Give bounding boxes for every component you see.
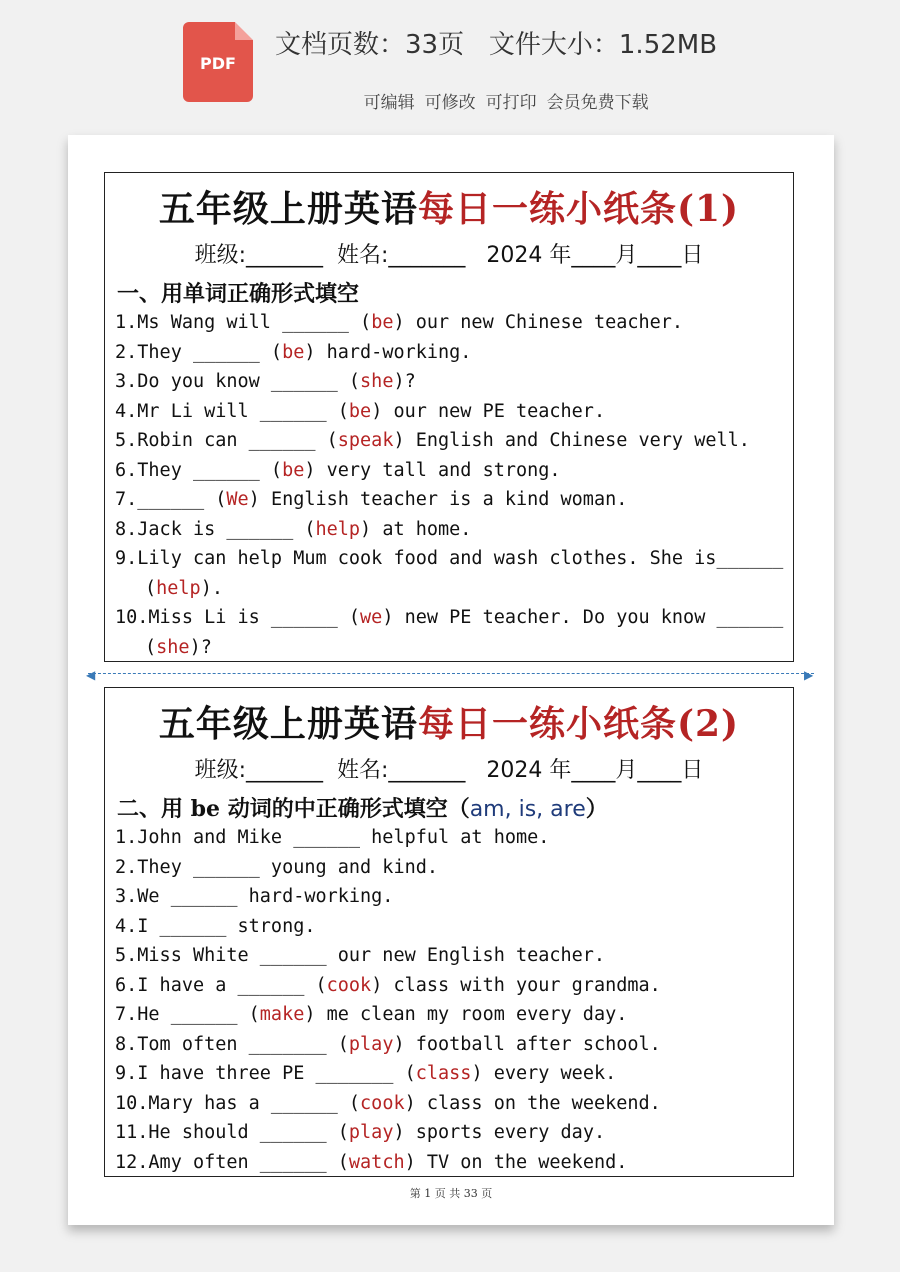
- worksheet-2: [104, 687, 794, 1177]
- question-text: (: [145, 577, 157, 599]
- question-line: [115, 971, 793, 1001]
- section-text: 二、用 be 动词的中正确形式填空（: [117, 796, 470, 822]
- question-line: [115, 456, 793, 486]
- title-red: 每日一练小纸条(2): [417, 703, 740, 745]
- question-hint: cook: [360, 1092, 405, 1114]
- question-hint: play: [348, 1033, 394, 1055]
- question-line: [115, 308, 793, 338]
- question-hint: class: [415, 1063, 472, 1084]
- question-text-end: ) new PE teacher. Do you know ______: [382, 607, 784, 628]
- question-line: [115, 367, 793, 397]
- question-line: [115, 941, 793, 971]
- question-hint: be: [282, 341, 305, 363]
- download-header: [0, 0, 900, 120]
- question-text: (: [145, 636, 157, 658]
- file-size: 文件大小：1.52MB: [488, 30, 718, 60]
- question-text: 8.Jack is ______ (: [115, 518, 316, 540]
- question-line: [115, 1030, 793, 1060]
- page-count: 文档页数：33页: [275, 30, 465, 60]
- arrow-left-icon: ◀: [86, 668, 96, 682]
- question-text-end: ) English teacher is a kind woman.: [248, 489, 628, 510]
- question-text: 4.Mr Li will ______ (: [115, 400, 349, 422]
- title-black: 五年级上册英语: [158, 188, 418, 230]
- feature-modifiable: 可修改: [424, 93, 476, 113]
- question-line: [115, 603, 793, 633]
- question-line: [145, 633, 793, 663]
- question-line: [115, 397, 793, 427]
- question-text: 9.Lily can help Mum cook food and wash clothes. She is______: [115, 548, 784, 569]
- file-meta: [275, 24, 717, 61]
- title-black: 五年级上册英语: [158, 703, 418, 745]
- question-text: 10.Miss Li is ______ (: [115, 607, 361, 628]
- arrow-right-icon: ▶: [804, 668, 814, 682]
- question-text-end: ) every week.: [471, 1063, 617, 1084]
- question-line: [115, 338, 793, 368]
- question-text: 6.They ______ (: [115, 459, 283, 481]
- section-heading: [117, 792, 793, 823]
- question-line: [115, 515, 793, 545]
- question-hint: We: [226, 489, 249, 510]
- question-text-end: ).: [200, 577, 223, 599]
- question-text-end: )?: [189, 636, 212, 658]
- question-text-end: ) me clean my room every day.: [304, 1004, 628, 1025]
- question-text: 6.I have a ______ (: [115, 974, 327, 996]
- question-line: [115, 544, 793, 574]
- question-hint: cook: [326, 974, 372, 996]
- question-text: 2.They ______ young and kind.: [115, 856, 439, 878]
- question-line: [115, 1059, 793, 1089]
- question-text-end: ) class on the weekend.: [404, 1092, 661, 1114]
- question-text-end: ) TV on the weekend.: [404, 1151, 628, 1173]
- question-text-end: ) at home.: [360, 518, 472, 540]
- question-text: 3.Do you know ______ (: [115, 371, 361, 392]
- question-text: 5.Robin can ______ (: [115, 430, 338, 451]
- question-hint: make: [259, 1004, 305, 1025]
- question-text-end: ) very tall and strong.: [304, 459, 561, 481]
- question-hint: she: [156, 636, 190, 658]
- question-list: [105, 308, 793, 662]
- question-line: [115, 1148, 793, 1178]
- question-text: 4.I ______ strong.: [115, 915, 316, 937]
- question-text-end: ) English and Chinese very well.: [393, 430, 750, 451]
- question-text: 5.Miss White ______ our new English teacher.: [115, 945, 606, 966]
- page-footer: 第 1 页 共 33 页: [409, 1187, 493, 1200]
- question-hint: help: [156, 577, 201, 599]
- question-text: 9.I have three PE _______ (: [115, 1063, 416, 1084]
- question-line: [115, 1000, 793, 1030]
- question-line: [115, 912, 793, 942]
- question-hint: she: [360, 371, 394, 392]
- question-hint: play: [348, 1122, 394, 1143]
- section-end: ）: [585, 796, 608, 822]
- question-text-end: ) our new PE teacher.: [371, 400, 606, 422]
- worksheet-1-title: [105, 181, 793, 232]
- question-hint: help: [315, 518, 361, 540]
- question-text: 8.Tom often _______ (: [115, 1033, 349, 1055]
- question-text: 12.Amy often ______ (: [115, 1151, 349, 1173]
- question-text-end: ) class with your grandma.: [371, 974, 661, 996]
- worksheet-2-title: [105, 696, 793, 747]
- question-line: [115, 882, 793, 912]
- feature-list: [342, 68, 659, 133]
- question-hint: we: [360, 607, 383, 628]
- question-hint: be: [371, 312, 394, 333]
- question-text: 7.______ (: [115, 489, 227, 510]
- question-text: 1.Ms Wang will ______ (: [115, 312, 372, 333]
- pdf-icon-label: PDF: [200, 54, 236, 73]
- question-list: [105, 823, 793, 1177]
- question-text-end: ) hard-working.: [304, 341, 472, 363]
- student-info-line: 班级:_______ 姓名:_______ 2024 年____月____日: [194, 758, 704, 783]
- feature-editable: 可编辑: [363, 93, 415, 113]
- question-line: [145, 574, 793, 604]
- document-page: [68, 135, 834, 1225]
- question-hint: watch: [348, 1151, 405, 1173]
- question-line: [115, 853, 793, 883]
- question-line: [115, 1118, 793, 1148]
- student-info-line: 班级:_______ 姓名:_______ 2024 年____月____日: [194, 243, 704, 268]
- pdf-file-icon: [183, 22, 253, 102]
- section-options: am, is, are: [469, 797, 586, 822]
- section-heading: 一、用单词正确形式填空: [117, 281, 360, 307]
- question-hint: be: [282, 459, 305, 481]
- title-red: 每日一练小纸条(1): [417, 188, 740, 230]
- worksheet-1: [104, 172, 794, 662]
- question-text: 10.Mary has a ______ (: [115, 1092, 361, 1114]
- question-line: [115, 1089, 793, 1119]
- question-text-end: ) our new Chinese teacher.: [393, 312, 684, 333]
- question-text: 11.He should ______ (: [115, 1122, 349, 1143]
- question-line: [115, 485, 793, 515]
- question-text-end: )?: [393, 371, 416, 392]
- cut-line: [88, 673, 814, 674]
- question-text: 7.He ______ (: [115, 1004, 260, 1025]
- feature-printable: 可打印: [485, 93, 537, 113]
- question-text: 3.We ______ hard-working.: [115, 886, 394, 907]
- question-text: 2.They ______ (: [115, 341, 283, 363]
- question-text-end: ) football after school.: [393, 1033, 661, 1055]
- question-hint: be: [348, 400, 372, 422]
- question-line: [115, 823, 793, 853]
- question-text-end: ) sports every day.: [393, 1122, 606, 1143]
- question-line: [115, 426, 793, 456]
- question-hint: speak: [337, 430, 394, 451]
- feature-free-download: 会员免费下载: [546, 93, 649, 113]
- question-text: 1.John and Mike ______ helpful at home.: [115, 827, 550, 848]
